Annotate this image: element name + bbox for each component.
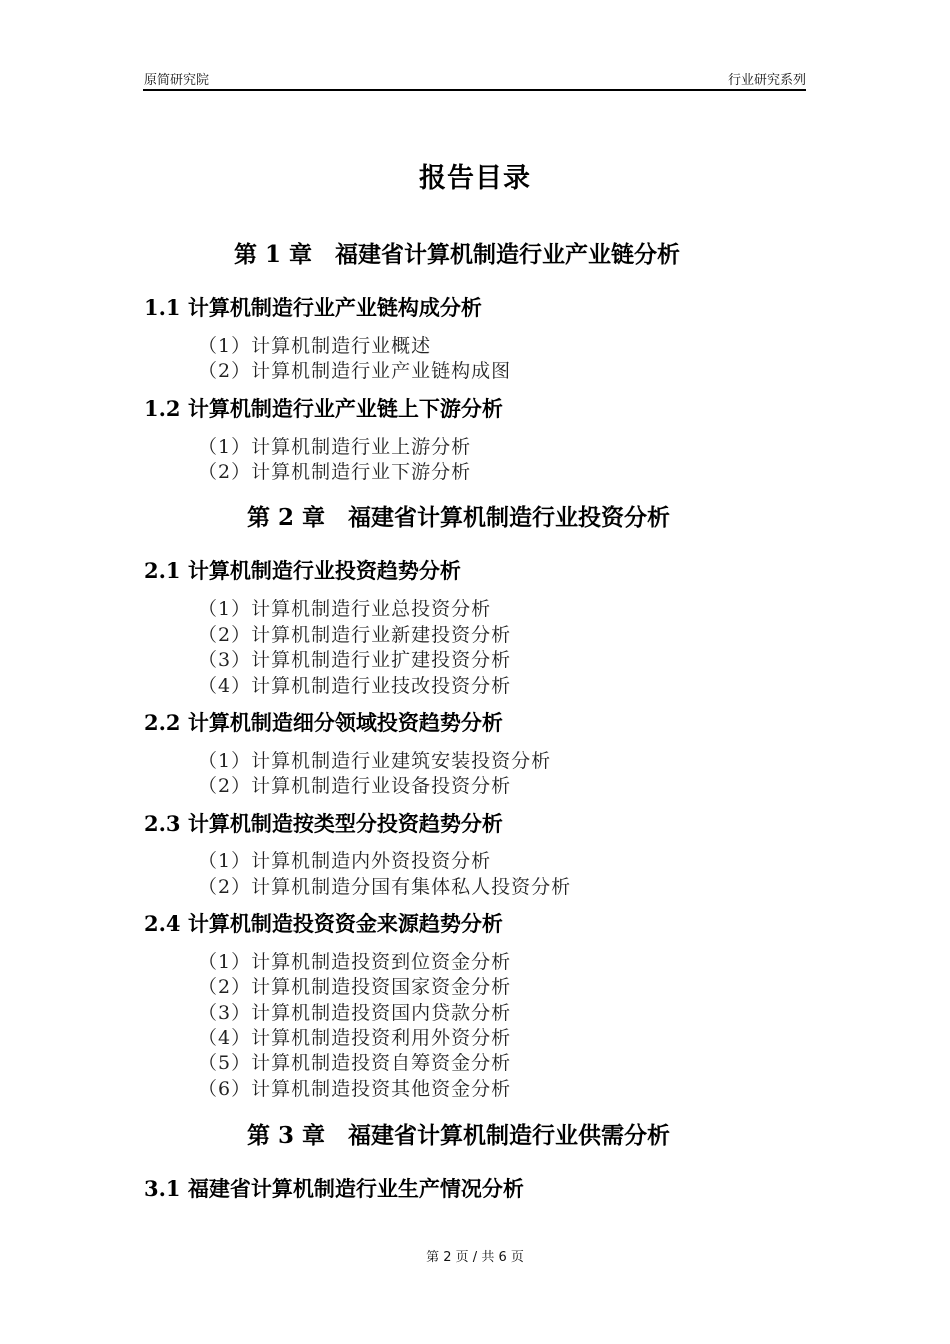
- section-heading: 2.2 计算机制造细分领域投资趋势分析: [144, 710, 503, 735]
- toc-item: （2）计算机制造分国有集体私人投资分析: [198, 876, 572, 898]
- toc-item: （2）计算机制造行业产业链构成图: [198, 360, 512, 382]
- toc-item: （1）计算机制造投资到位资金分析: [198, 951, 512, 973]
- toc-item: （1）计算机制造行业总投资分析: [198, 598, 492, 620]
- toc-item: （4）计算机制造投资利用外资分析: [198, 1027, 512, 1049]
- toc-item: （2）计算机制造投资国家资金分析: [198, 976, 512, 998]
- page-header: [143, 68, 806, 91]
- header-org-name: 原简研究院: [144, 73, 210, 88]
- chapter-heading: 第 1 章 福建省计算机制造行业产业链分析: [234, 241, 681, 268]
- section-heading: 1.2 计算机制造行业产业链上下游分析: [144, 396, 503, 421]
- section-heading: 2.1 计算机制造行业投资趋势分析: [144, 558, 461, 583]
- section-heading: 1.1 计算机制造行业产业链构成分析: [144, 295, 482, 320]
- page-title: 报告目录: [419, 163, 531, 194]
- toc-item: （3）计算机制造投资国内贷款分析: [198, 1002, 512, 1024]
- toc-item: （1）计算机制造行业建筑安装投资分析: [198, 750, 552, 772]
- toc-item: （2）计算机制造行业下游分析: [198, 461, 472, 483]
- toc-item: （4）计算机制造行业技改投资分析: [198, 675, 512, 697]
- section-heading: 2.3 计算机制造按类型分投资趋势分析: [144, 811, 503, 836]
- page-number: 第 2 页 / 共 6 页: [426, 1250, 524, 1265]
- toc-item: （2）计算机制造行业新建投资分析: [198, 624, 512, 646]
- section-heading: 2.4 计算机制造投资资金来源趋势分析: [144, 911, 503, 936]
- chapter-heading: 第 2 章 福建省计算机制造行业投资分析: [247, 504, 671, 531]
- toc-item: （1）计算机制造行业上游分析: [198, 436, 472, 458]
- toc-item: （1）计算机制造内外资投资分析: [198, 850, 492, 872]
- chapter-heading: 第 3 章 福建省计算机制造行业供需分析: [247, 1122, 671, 1149]
- toc-item: （2）计算机制造行业设备投资分析: [198, 775, 512, 797]
- section-heading: 3.1 福建省计算机制造行业生产情况分析: [144, 1176, 524, 1201]
- header-series-name: 行业研究系列: [727, 73, 806, 88]
- toc-item: （5）计算机制造投资自筹资金分析: [198, 1052, 512, 1074]
- toc-item: （6）计算机制造投资其他资金分析: [198, 1078, 512, 1100]
- toc-item: （1）计算机制造行业概述: [198, 335, 432, 357]
- toc-item: （3）计算机制造行业扩建投资分析: [198, 649, 512, 671]
